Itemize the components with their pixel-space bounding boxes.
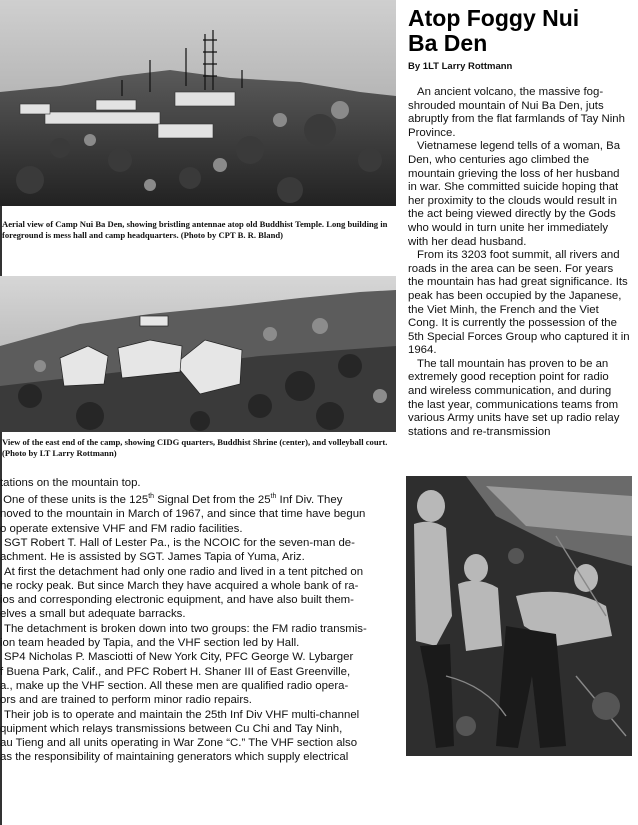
photo-east-end-camp	[0, 276, 396, 432]
article-title-line2: Ba Den	[408, 30, 488, 56]
text-line: ios and corresponding electronic equipment, and have also built them-	[0, 594, 354, 607]
text-line: SGT Robert T. Hall of Lester Pa., is the NCOIC for the seven-man de-	[4, 536, 355, 549]
text-line: Their job is to operate and maintain the 25th Inf Div VHF multi-channel	[4, 708, 360, 721]
article-title-line1: Atop Foggy Nui	[408, 5, 580, 31]
text-line: achment. He is assisted by SGT. James Tapia of Yuma, Ariz.	[0, 551, 305, 564]
article-title	[408, 6, 636, 56]
photo-aerial-caption: Aerial view of Camp Nui Ba Den, showing bristling antennae atop old Buddhist Temple. Long building in foreground is mess hall and camp headquarters. (Photo by CPT B. R. Bland)	[2, 219, 388, 240]
photo-aerial-camp	[0, 0, 396, 206]
text-line: he rocky peak. But since March they have acquired a whole bank of ra-	[0, 579, 359, 592]
paragraph: An ancient volcano, the massive fog-shrouded mountain of Nui Ba Den, juts abruptly from the flat farmlands of Tay Ninh Province.	[408, 86, 625, 139]
text-line: a., make up the VHF section. All these men are qualified radio opera-	[0, 679, 349, 692]
left-column-text	[0, 476, 404, 776]
text-line: f Buena Park, Calif., and PFC Robert H. Shaner III of East Greenville,	[0, 665, 351, 678]
paragraph: Vietnamese legend tells of a woman, Ba Den, who centuries ago climbed the mountain grieving the loss of her husband in war. She committed suicide hoping that her proximity to the clouds would result in the act being viewed directly by the Gods who would in turn unite her immediately with her dead husband.	[408, 140, 621, 248]
text-line: ors and are trained to perform minor radio repairs.	[0, 694, 252, 707]
text-line: The detachment is broken down into two groups: the FM radio transmis-	[4, 622, 367, 635]
article-byline: By 1LT Larry Rottmann	[408, 61, 513, 72]
text-line: quipment which relays transmissions between Cu Chi and Tay Ninh,	[0, 722, 343, 735]
text-line: o operate extensive VHF and FM radio facilities.	[0, 522, 243, 535]
text-line: as the responsibility of maintaining generators which supply electrical	[0, 751, 349, 764]
right-column-text	[408, 86, 630, 476]
text-line: One of these units is the 125th Signal Det from the 25th Inf Div. They	[3, 493, 343, 507]
text-line: SP4 Nicholas P. Masciotti of New York City, PFC George W. Lybarger	[4, 651, 354, 664]
text-line: At first the detachment had only one radio and lived in a tent pitched on	[4, 565, 364, 578]
text-line: ion team headed by Tapia, and the VHF section led by Hall.	[0, 637, 300, 650]
paragraph: From its 3203 foot summit, all rivers and roads in the area can be seen. For years the mountain has had great significance. Its peak has been occupied by the Japanese, the Viet Minh, the French and the Viet Cong. It is currently the possession of the 5th Special Forces Group who captured it in 1964.	[408, 249, 630, 357]
photo-soldiers-working	[406, 476, 632, 756]
paragraph: The tall mountain has proven to be an extremely good reception point for radio and wireless communication, and during the last year, communications teams from various Army units have set up radio relay stations and re-transmission	[408, 357, 620, 438]
text-line: au Tieng and all units operating in War Zone “C.” The VHF section also	[0, 737, 358, 750]
text-line: tations on the mountain top.	[0, 477, 141, 489]
text-line: elves a small but adequate barracks.	[0, 608, 186, 621]
text-line: noved to the mountain in March of 1967, and since that time have begun	[0, 508, 366, 521]
photo-east-end-caption: View of the east end of the camp, showing CIDG quarters, Buddhist Shrine (center), and volleyball court. (Photo by LT Larry Rottmann)	[2, 437, 388, 458]
